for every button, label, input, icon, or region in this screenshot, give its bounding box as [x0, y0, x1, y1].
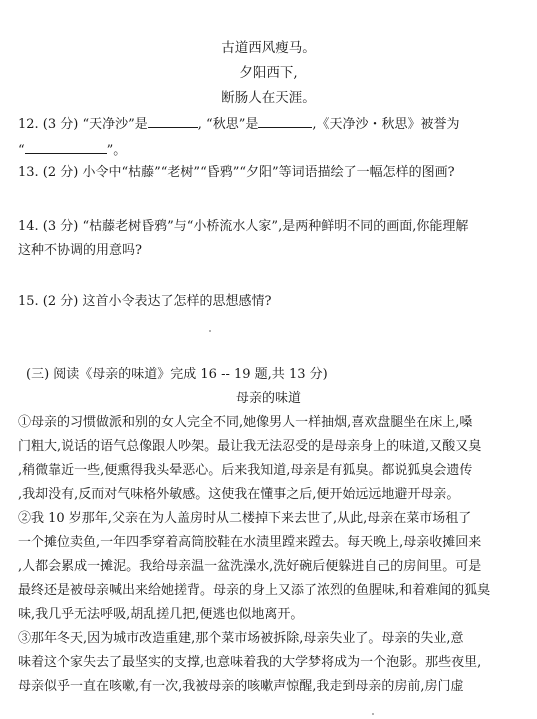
scan-speck: [209, 330, 211, 332]
passage-line: 一个摊位卖鱼,一年四季穿着高筒胶鞋在水渍里蹚来蹚去。每天晚上,母亲收摊回来: [18, 535, 482, 550]
poem-line-2: 夕阳西下,: [239, 65, 298, 81]
question-12-line-2: [18, 140, 525, 160]
passage-line: ,我却没有,反而对气味格外敏感。这使我在懂事之后,便开始远远地避开母亲。: [18, 487, 460, 502]
passage-line: ,人都会累成一摊泥。我给母亲温一盆洗澡水,洗好碗后便躲进自己的房间里。可是: [18, 559, 482, 574]
question-14-line-1: 14. (3 分) “枯藤老树昏鸦”与“小桥流水人家”,是两种鲜明不同的画面,你能理解: [18, 219, 469, 234]
q12-blank-1[interactable]: [148, 114, 198, 128]
q12-blank-3[interactable]: [25, 140, 107, 154]
section-3-header: (三) 阅读《母亲的味道》完成 16 -- 19 题,共 13 分): [26, 367, 328, 382]
passage-line: ,稍微靠近一些,便熏得我头晕恶心。后来我知道,母亲是有狐臭。都说狐臭会遗传: [18, 463, 473, 478]
q12-text-2: , “秋思”是: [197, 117, 259, 132]
question-15: 15. (2 分) 这首小令表达了怎样的思想感情?: [18, 294, 272, 309]
passage-line: ③那年冬天,因为城市改造重建,那个菜市场被拆除,母亲失业了。母亲的失业,意: [18, 631, 464, 646]
passage-title: 母亲的味道: [235, 391, 301, 406]
poem-line-1: 古道西风瘦马。: [221, 40, 316, 56]
question-12-line-1: [18, 114, 525, 134]
q12-open-quote: “: [18, 143, 25, 158]
passage-line: 味着这个家失去了最坚实的支撑,也意味着我的大学梦将成为一个泡影。那些夜里,: [18, 655, 482, 670]
question-14-line-2: 这种不协调的用意吗?: [18, 243, 142, 258]
passage-line: 味,我几乎无法呼吸,胡乱搓几把,便逃也似地离开。: [18, 607, 304, 622]
q12-text-3: ,《天净沙・秋思》被誉为: [312, 117, 460, 132]
question-13: 13. (2 分) 小令中“枯藤”“老树”“昏鸦”“夕阳”等词语描绘了一幅怎样的图画?: [18, 165, 455, 180]
q12-close-quote: ”。: [106, 143, 127, 158]
scan-speck: [372, 713, 374, 715]
q12-text-1: 12. (3 分) “天净沙”是: [18, 117, 148, 132]
passage-line: 门粗大,说话的语气总像跟人吵架。最让我无法忍受的是母亲身上的味道,又酸又臭: [18, 439, 482, 454]
passage-line: 最终还是被母亲喊出来给她搓背。母亲的身上又添了浓烈的鱼腥味,和着难闻的狐臭: [18, 583, 491, 598]
poem-line-3: 断肠人在天涯。: [221, 90, 316, 106]
passage-line: 母亲似乎一直在咳嗽,有一次,我被母亲的咳嗽声惊醒,我走到母亲的房前,房门虚: [18, 679, 464, 694]
passage-line: ②我 10 岁那年,父亲在为人盖房时从二楼掉下来去世了,从此,母亲在菜市场租了: [18, 511, 472, 526]
q12-blank-2[interactable]: [258, 114, 312, 128]
passage-line: ①母亲的习惯做派和别的女人完全不同,她像男人一样抽烟,喜欢盘腿坐在床上,嗓: [18, 415, 473, 430]
